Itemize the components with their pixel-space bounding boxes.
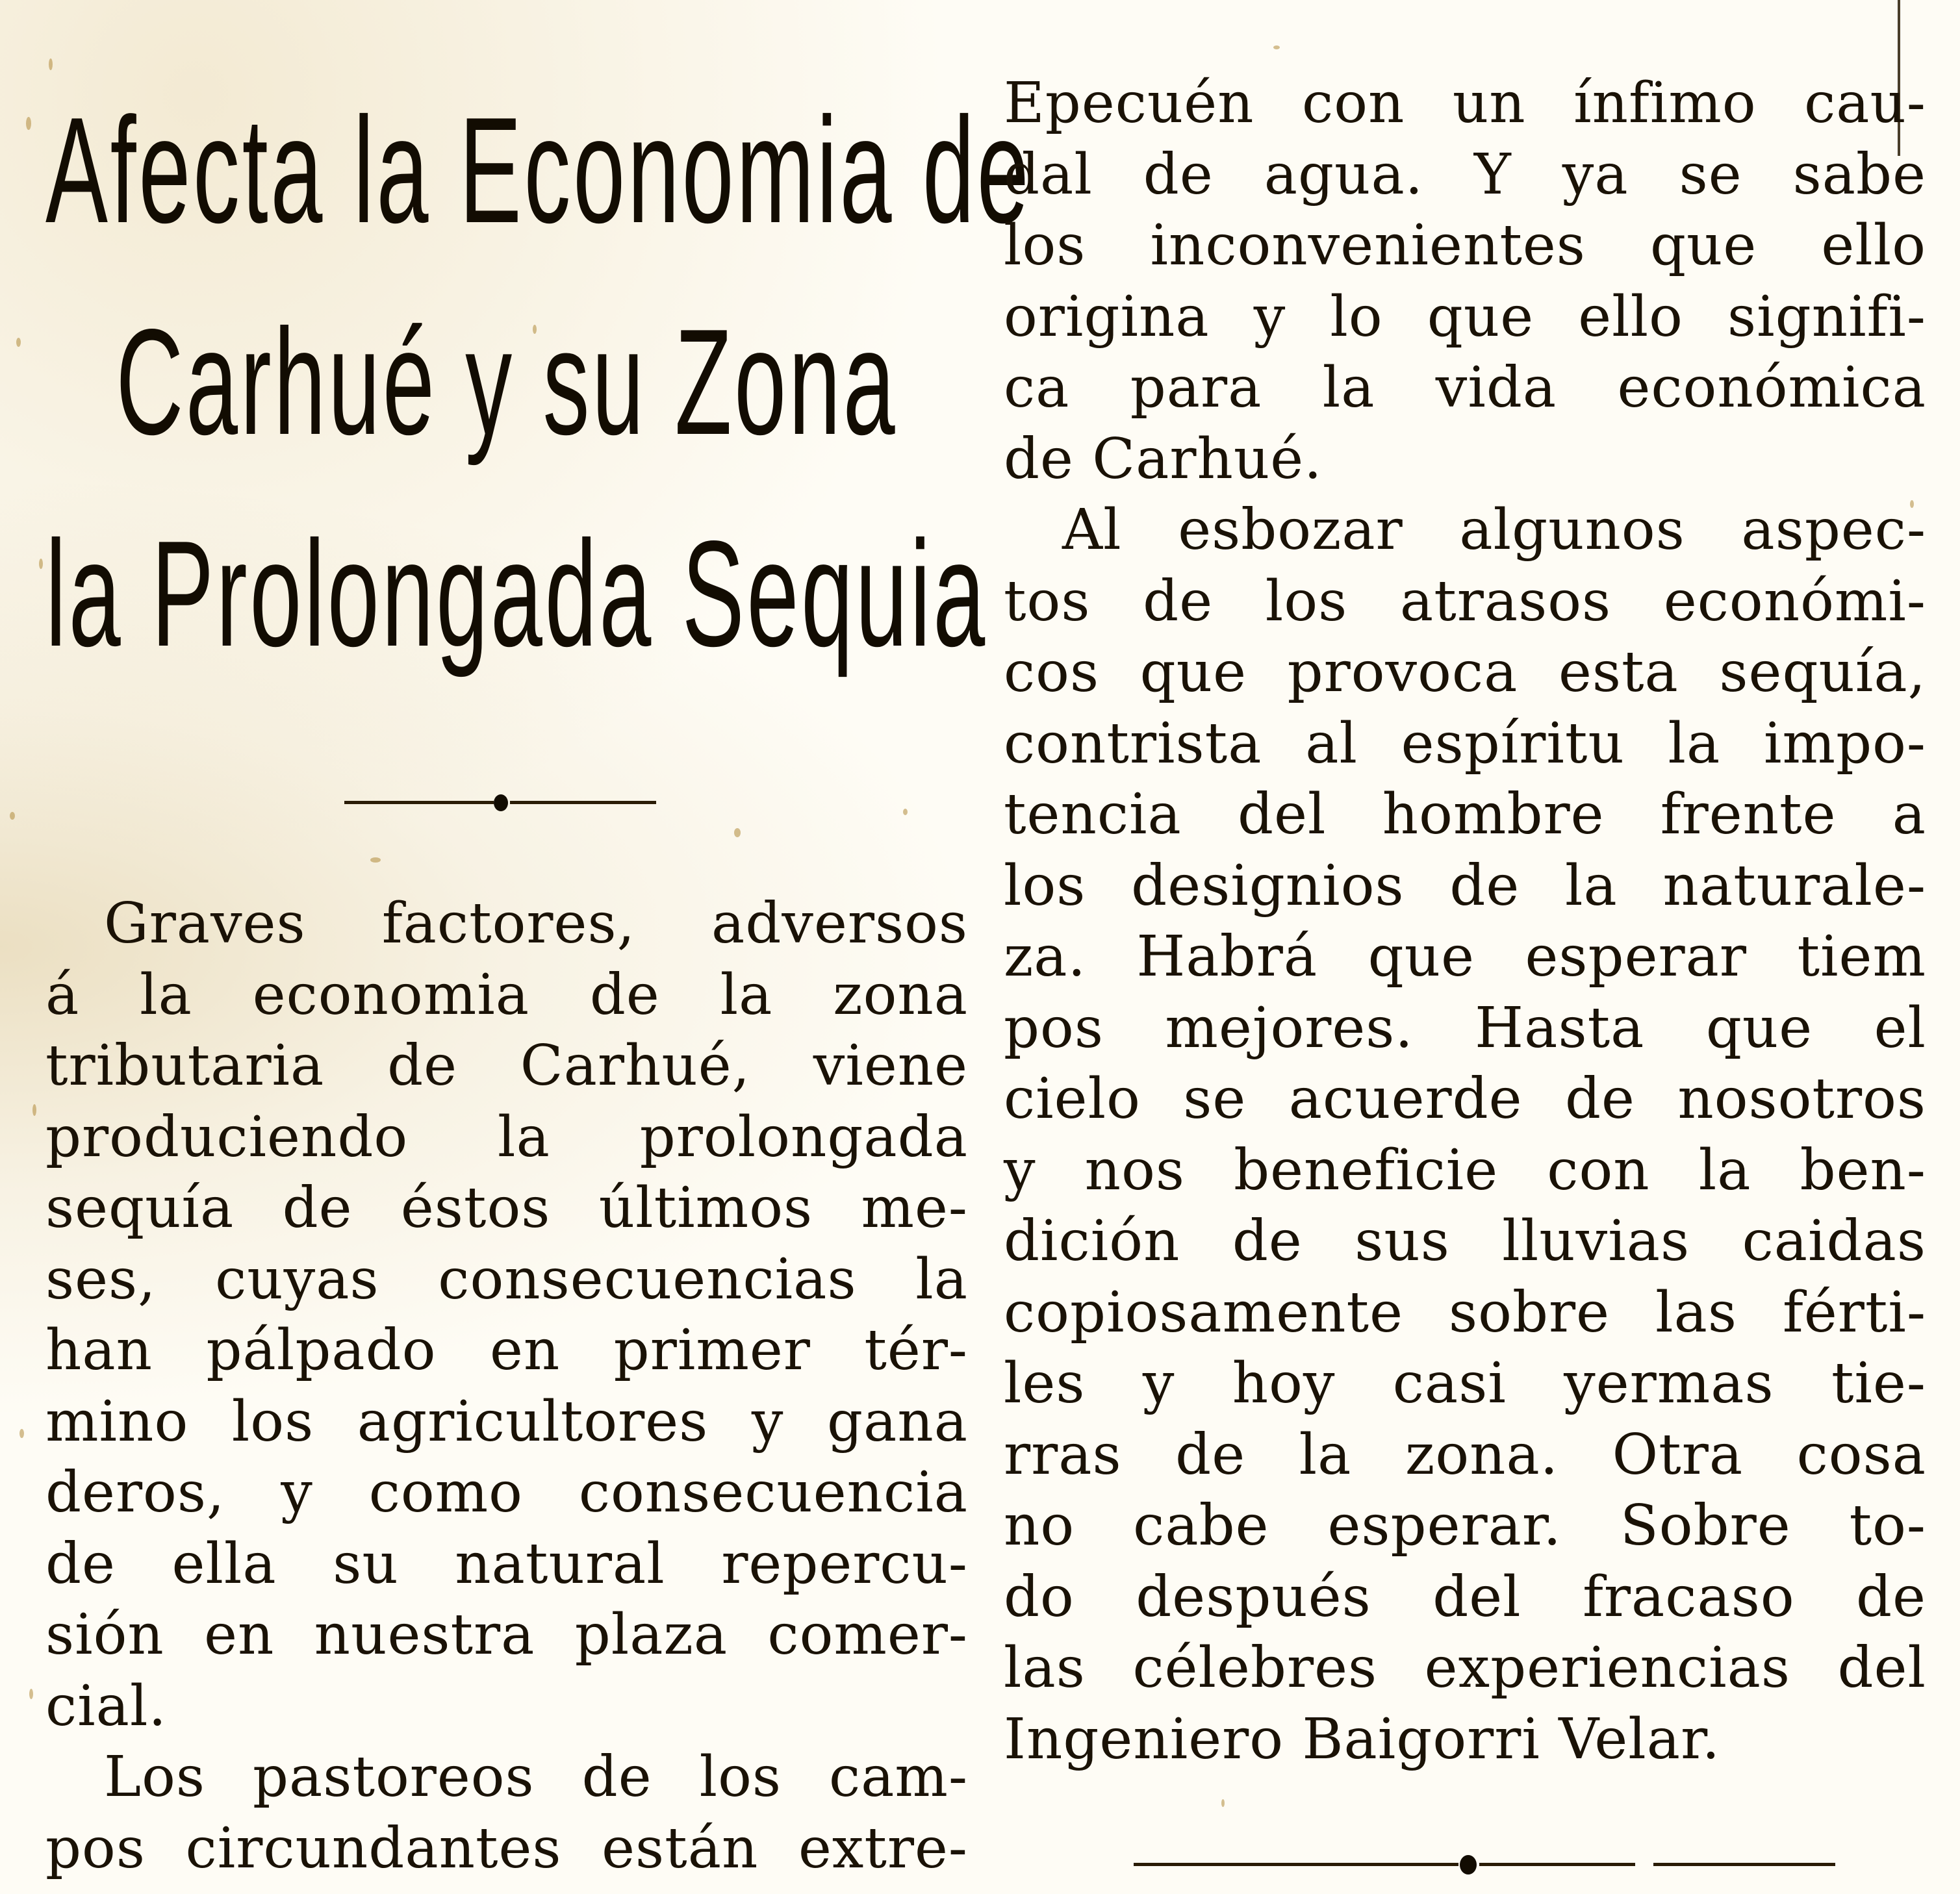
text-line: les y hoy casi yermas tie- [1004,1351,1926,1416]
headline-divider-ornament [344,792,656,812]
text-line: origina y lo que ello signifi- [1004,284,1926,349]
text-line: ses, cuyas consecuencias la [45,1246,968,1312]
text-line: sión en nuestra plaza comer- [45,1602,968,1667]
text-line: Los pastoreos de los cam- [104,1745,968,1810]
text-line: mino los agricultores y gana [45,1389,968,1454]
text-line: dición de sus lluvias caidas [1004,1209,1926,1274]
text-line: tributaria de Carhué, viene [45,1033,968,1098]
text-line: cial. [45,1673,167,1739]
text-line: Al esbozar algunos aspec- [1062,498,1926,562]
text-line: Ingeniero Baigorri Velar. [1004,1706,1721,1772]
divider-rule-left [344,801,494,804]
text-line: produciendo la prolongada [45,1104,968,1170]
paragraph-1 [45,889,968,1742]
text-line: de Carhué. [1004,426,1323,492]
text-line: los inconvenientes que ello [1004,213,1926,278]
text-line: za. Habrá que esperar tiem [1004,924,1926,989]
text-line: do después del fracaso de [1004,1564,1926,1630]
headline-block [45,65,1032,700]
headline-line-3: la Prolongada Sequia [45,510,987,678]
text-line: Epecuén con un ínfimo cau- [1004,71,1926,136]
text-line: Graves factores, adversos [104,891,968,956]
paragraph-4 [1004,495,1926,1775]
paragraph-3 [1004,68,1926,495]
divider-dot-icon [1460,1855,1477,1875]
left-column-body [45,889,968,1884]
text-line: pos circundantes están extre- [45,1815,968,1881]
text-line: pos mejores. Hasta que el [1004,995,1926,1061]
text-line: y nos beneficie con la ben- [1004,1137,1926,1203]
headline [45,65,1032,700]
text-line: cielo se acuerde de nosotros [1004,1067,1926,1131]
text-line: cos que provoca esta sequía, [1004,640,1926,705]
text-line: las célebres experiencias del [1004,1635,1926,1700]
divider-rule-right [510,801,656,804]
paragraph-2 [45,1742,968,1884]
text-line: deros, y como consecuencia [45,1460,968,1525]
headline-line-1: Afecta la Economia de [45,86,1032,255]
text-line: tencia del hombre frente a [1004,782,1926,847]
text-line: contrista al espíritu la impo- [1004,711,1926,776]
right-column-body [1004,68,1926,1775]
text-line: copiosamente sobre las férti- [1004,1280,1926,1345]
end-divider-ornament [1134,1855,1835,1875]
text-line: sequía de éstos últimos me- [45,1176,968,1241]
text-line: no cabe esperar. Sobre to- [1004,1493,1926,1558]
divider-rule-far [1653,1863,1835,1866]
text-line: tos de los atrasos económi- [1004,568,1926,634]
text-line: ca para la vida económica [1004,355,1926,420]
text-line: rras de la zona. Otra cosa [1004,1422,1926,1487]
text-line: los designios de la naturale- [1004,853,1926,918]
divider-dot-icon [494,794,508,811]
text-line: dal de agua. Y ya se sabe [1004,142,1926,207]
divider-rule-right [1479,1863,1635,1866]
text-line: han pálpado en primer tér- [45,1318,968,1383]
text-line: á la economia de la zona [45,962,968,1028]
divider-rule-left [1134,1863,1458,1866]
headline-line-2: Carhué y su Zona [116,298,898,466]
text-line: de ella su natural repercu- [45,1531,968,1597]
